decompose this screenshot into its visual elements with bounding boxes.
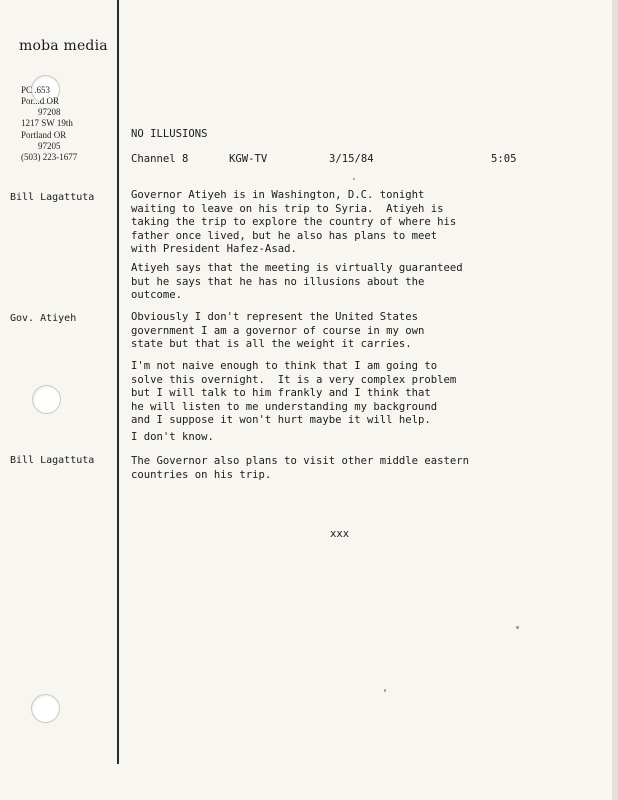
address-line: 1217 SW 19th [21, 118, 73, 128]
paragraph: Atiyeh says that the meeting is virtually guaranteed but he says that he has no illusions about the outcome. [131, 262, 463, 301]
speaker-label: Gov. Atiyeh [10, 313, 77, 324]
address-line: Por...d OR [21, 96, 60, 106]
header-date: 3/15/84 [329, 153, 374, 165]
margin-rule [117, 0, 119, 764]
address-line: Portland OR [21, 130, 67, 140]
paragraph: Governor Atiyeh is in Washington, D.C. tonight waiting to leave on his trip to Syria. Atiyeh is taking the trip to explore the country of where his father once lived, but he also has plans to meet with President Hafez-Asad. [131, 189, 457, 255]
address-line: (503) 223-1677 [21, 152, 78, 162]
paper-speck [353, 178, 355, 180]
story-title: NO ILLUSIONS [131, 128, 208, 140]
paper-speck [384, 689, 386, 692]
header-channel: Channel 8 [131, 153, 189, 165]
paragraph: The Governor also plans to visit other middle eastern countries on his trip. [131, 455, 470, 481]
address-line: PC .653 [21, 85, 51, 95]
paragraph: I'm not naive enough to think that I am going to solve this overnight. It is a very complex problem but I will talk to him frankly and I think that he will listen to me understanding my background and I suppose it won't hurt maybe it will help. [131, 360, 457, 426]
header-station: KGW-TV [229, 153, 268, 165]
paragraph: Obviously I don't represent the United States government I am a governor of course in my own state but that is all the weight it carries. [131, 311, 425, 350]
speaker-label: Bill Lagattuta [10, 192, 95, 203]
speaker-label: Bill Lagattuta [10, 455, 95, 466]
header-time: 5:05 [491, 153, 517, 165]
punch-hole-middle [32, 385, 61, 414]
address-line: 97208 [38, 107, 61, 117]
page-edge [612, 0, 618, 800]
punch-hole-bottom [31, 694, 60, 723]
address-line: 97205 [38, 141, 61, 151]
paper-speck [516, 626, 519, 629]
paragraph: I don't know. [131, 431, 214, 443]
end-mark: xxx [330, 528, 350, 540]
letterhead-brand: moba media [19, 38, 108, 54]
